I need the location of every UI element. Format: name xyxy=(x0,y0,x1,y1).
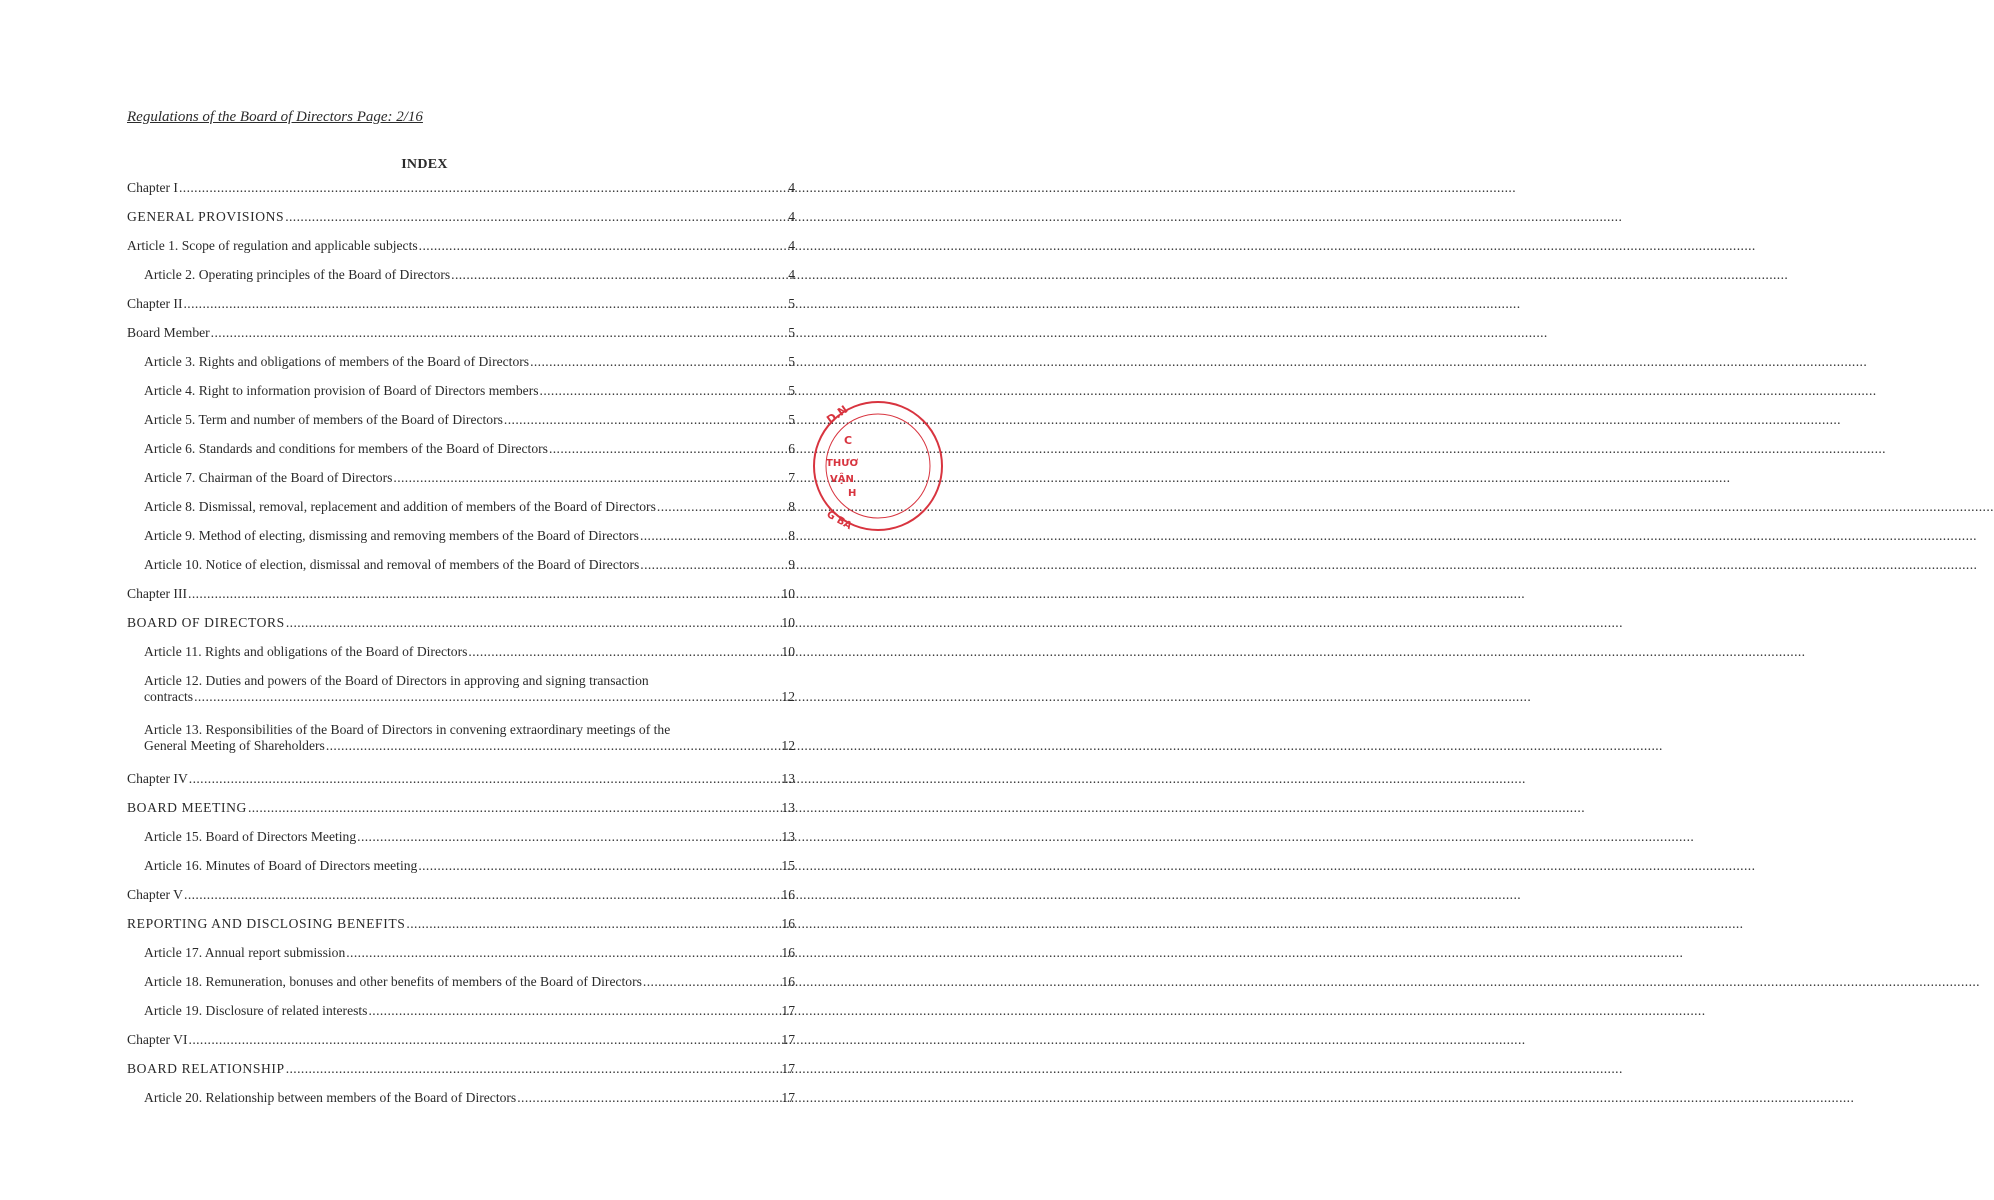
toc-entry xyxy=(127,381,795,410)
toc-entry-label-continued: contracts xyxy=(144,689,194,704)
toc-entry xyxy=(127,265,795,294)
toc-entry xyxy=(127,1059,795,1088)
stamp-text-fragment: H xyxy=(848,488,857,499)
toc-page-number: 4 xyxy=(788,180,795,195)
toc-entry xyxy=(127,555,795,584)
toc-entry-label: Article 18. Remuneration, bonuses and other benefits of members of the Board of Directors xyxy=(144,974,642,989)
toc-page-number: 8 xyxy=(788,528,795,543)
toc-entry-label: Board Member xyxy=(127,325,210,340)
toc-page-number: 4 xyxy=(788,267,795,282)
toc-entry-label: Article 6. Standards and conditions for members of the Board of Directors xyxy=(144,441,548,456)
toc-page-number: 7 xyxy=(788,470,795,485)
toc-entry xyxy=(127,352,795,381)
toc-entry-label: BOARD RELATIONSHIP xyxy=(127,1061,285,1076)
toc-dot-leader xyxy=(326,738,781,754)
toc-entry xyxy=(127,943,795,972)
toc-dot-leader xyxy=(346,945,780,961)
toc-dot-leader xyxy=(286,615,781,631)
company-seal-stamp xyxy=(808,382,888,550)
toc-entry xyxy=(127,972,795,1001)
toc-entry xyxy=(127,294,795,323)
toc-page-number: 4 xyxy=(788,209,795,224)
toc-entry xyxy=(127,410,795,439)
toc-dot-leader xyxy=(179,180,787,196)
toc-dot-leader xyxy=(549,441,787,457)
toc-page-number: 13 xyxy=(781,800,795,815)
toc-entry-label: Article 20. Relationship between members of the Board of Directors xyxy=(144,1090,517,1105)
toc-page-number: 16 xyxy=(781,887,795,902)
toc-entry xyxy=(127,323,795,352)
toc-page-number: 6 xyxy=(788,441,795,456)
toc-dot-leader xyxy=(419,238,788,254)
toc-entry-label: GENERAL PROVISIONS xyxy=(127,209,285,224)
toc-dot-leader xyxy=(188,586,780,602)
toc-dot-leader xyxy=(286,1061,781,1077)
toc-dot-leader xyxy=(189,1032,781,1048)
toc-entry-label: BOARD OF DIRECTORS xyxy=(127,615,285,630)
toc-entry-label: Article 3. Rights and obligations of members of the Board of Directors xyxy=(144,354,530,369)
toc-dot-leader xyxy=(640,557,787,573)
toc-dot-leader xyxy=(211,325,788,341)
toc-dot-leader xyxy=(530,354,787,370)
toc-page-number: 16 xyxy=(781,916,795,931)
toc-entry-label: Article 16. Minutes of Board of Directors meeting xyxy=(144,858,418,873)
toc-entry-label: Article 19. Disclosure of related interests xyxy=(144,1003,368,1018)
toc-page-number: 12 xyxy=(781,689,795,704)
toc-entry xyxy=(127,1001,795,1030)
toc-dot-leader xyxy=(451,267,787,283)
toc-entry-label: Article 11. Rights and obligations of the Board of Directors xyxy=(144,644,468,659)
toc-entry xyxy=(127,207,795,236)
toc-page-number: 13 xyxy=(781,771,795,786)
toc-entry xyxy=(127,497,795,526)
toc-entry-label: Chapter V xyxy=(127,887,184,902)
toc-page-number: 17 xyxy=(781,1061,795,1076)
toc-entry-label: Chapter VI xyxy=(127,1032,188,1047)
toc-entry xyxy=(127,720,795,769)
toc-page-number: 16 xyxy=(781,945,795,960)
toc-entry xyxy=(127,178,795,207)
toc-entry xyxy=(127,236,795,265)
toc-entry xyxy=(127,642,795,671)
toc-entry-label: Chapter IV xyxy=(127,771,188,786)
toc-page-number: 13 xyxy=(781,829,795,844)
toc-dot-leader xyxy=(406,916,780,932)
toc-dot-leader xyxy=(540,383,788,399)
toc-entry-label: Article 9. Method of electing, dismissing and removing members of the Board of Directors xyxy=(144,528,639,543)
toc-entry xyxy=(127,827,795,856)
toc-entry xyxy=(127,584,795,613)
toc-entry xyxy=(127,613,795,642)
toc-page-number: 17 xyxy=(781,1090,795,1105)
toc-entry xyxy=(127,526,795,555)
toc-entry xyxy=(127,769,795,798)
toc-dot-leader xyxy=(357,829,780,845)
toc-dot-leader xyxy=(184,887,780,903)
stamp-text-fragment: VẬN xyxy=(830,474,854,485)
toc-page-number: 12 xyxy=(781,738,795,753)
toc-dot-leader xyxy=(640,528,787,544)
toc-entry xyxy=(127,856,795,885)
toc-page-number: 9 xyxy=(788,557,795,572)
toc-page-number: 17 xyxy=(781,1032,795,1047)
toc-entry-label: Chapter III xyxy=(127,586,188,601)
toc-dot-leader xyxy=(504,412,787,428)
toc-entry xyxy=(127,468,795,497)
toc-dot-leader xyxy=(285,209,787,225)
toc-page-number: 5 xyxy=(788,412,795,427)
stamp-text-fragment: C xyxy=(844,434,853,447)
toc-page-number: 5 xyxy=(788,383,795,398)
toc-dot-leader xyxy=(657,499,787,515)
index-title: INDEX xyxy=(401,157,448,172)
toc-dot-leader xyxy=(189,771,781,787)
toc-page-number: 17 xyxy=(781,1003,795,1018)
toc-entry xyxy=(127,439,795,468)
toc-dot-leader xyxy=(248,800,780,816)
toc-entry-label: Article 10. Notice of election, dismissal and removal of members of the Board of Directors xyxy=(144,557,640,572)
toc-page-number: 5 xyxy=(788,325,795,340)
toc-entry-label: Article 2. Operating principles of the Board of Directors xyxy=(144,267,451,282)
toc-dot-leader xyxy=(393,470,787,486)
toc-entry-label: REPORTING AND DISCLOSING BENEFITS xyxy=(127,916,406,931)
toc-page-number: 4 xyxy=(788,238,795,253)
page-header: Regulations of the Board of Directors Page: 2/16 xyxy=(127,109,423,125)
toc-entry-label: Article 8. Dismissal, removal, replacement and addition of members of the Board of Directors xyxy=(144,499,656,514)
toc-page-number: 15 xyxy=(781,858,795,873)
toc-dot-leader xyxy=(418,858,780,874)
toc-page-number: 10 xyxy=(781,644,795,659)
toc-page-number: 5 xyxy=(788,296,795,311)
toc-entry xyxy=(127,1088,795,1117)
toc-dot-leader xyxy=(468,644,780,660)
stamp-text-fragment: D.N xyxy=(824,402,851,427)
stamp-text-fragment: THƯƠ xyxy=(826,458,859,469)
table-of-contents xyxy=(127,178,795,1117)
document-page xyxy=(0,0,859,1200)
toc-page-number: 16 xyxy=(781,974,795,989)
toc-entry-label: Chapter I xyxy=(127,180,178,195)
toc-dot-leader xyxy=(194,689,780,705)
toc-page-number: 10 xyxy=(781,586,795,601)
stamp-text-fragment: G BA xyxy=(824,509,854,533)
toc-entry-label: Article 17. Annual report submission xyxy=(144,945,346,960)
toc-page-number: 8 xyxy=(788,499,795,514)
toc-entry-label-continued: General Meeting of Shareholders xyxy=(144,738,325,753)
toc-entry-label: Article 4. Right to information provision of Board of Directors members xyxy=(144,383,539,398)
toc-entry-label: Chapter II xyxy=(127,296,183,311)
toc-entry-label: Article 12. Duties and powers of the Board of Directors in approving and signing transaction xyxy=(144,673,649,688)
toc-entry-label: Article 5. Term and number of members of the Board of Directors xyxy=(144,412,503,427)
toc-entry xyxy=(127,1030,795,1059)
toc-dot-leader xyxy=(183,296,787,312)
toc-dot-leader xyxy=(368,1003,780,1019)
toc-entry-label: Article 13. Responsibilities of the Board of Directors in convening extraordinary meetings of the xyxy=(144,722,671,737)
toc-entry xyxy=(127,885,795,914)
toc-entry-label: Article 1. Scope of regulation and applicable subjects xyxy=(127,238,418,253)
toc-entry xyxy=(127,798,795,827)
toc-entry xyxy=(127,914,795,943)
toc-entry-label: BOARD MEETING xyxy=(127,800,247,815)
toc-entry-label: Article 7. Chairman of the Board of Directors xyxy=(144,470,393,485)
toc-page-number: 10 xyxy=(781,615,795,630)
toc-entry xyxy=(127,671,795,720)
toc-dot-leader xyxy=(517,1090,780,1106)
toc-dot-leader xyxy=(643,974,780,990)
toc-entry-label: Article 15. Board of Directors Meeting xyxy=(144,829,357,844)
toc-page-number: 5 xyxy=(788,354,795,369)
